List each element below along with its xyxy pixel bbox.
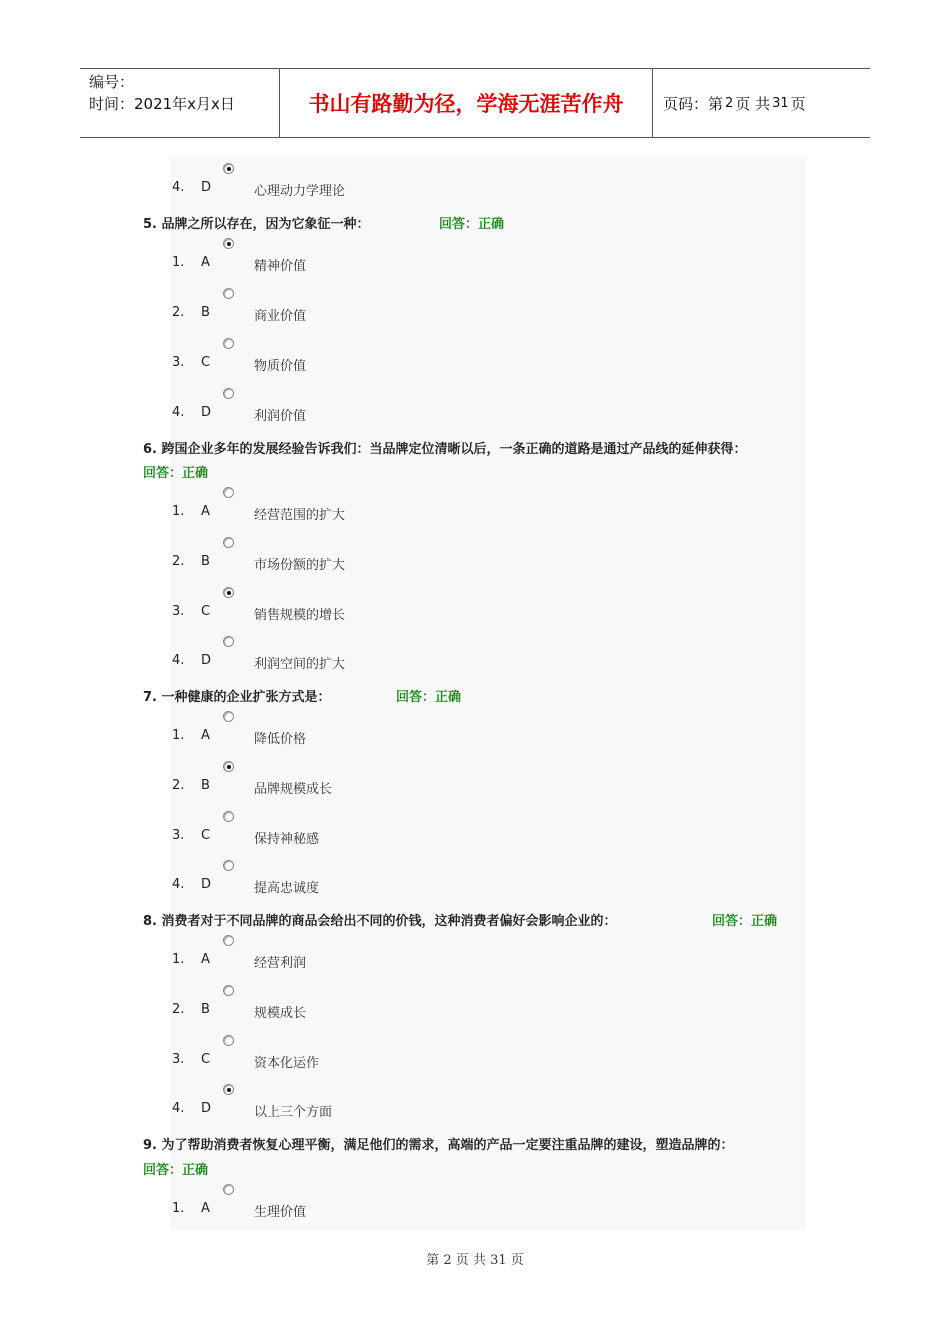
option-letter: D bbox=[201, 877, 212, 892]
option-text: 销售规模的增长 bbox=[254, 608, 346, 623]
option-number: 4. bbox=[172, 877, 185, 892]
footer-current: 2 bbox=[443, 1253, 452, 1268]
option-letter: D bbox=[201, 653, 212, 668]
option-text: 经营利润 bbox=[254, 956, 307, 971]
option-letter: C bbox=[201, 604, 211, 619]
option-number: 2. bbox=[172, 305, 185, 320]
option-letter: A bbox=[201, 728, 210, 743]
option-number: 2. bbox=[172, 554, 185, 569]
radio-q4-d[interactable] bbox=[223, 163, 234, 174]
answer-status-q9: 回答：正确 bbox=[143, 1163, 209, 1178]
radio-q7-d[interactable] bbox=[223, 860, 234, 871]
answer-status-q5: 回答：正确 bbox=[439, 217, 505, 232]
radio-q5-b[interactable] bbox=[223, 288, 234, 299]
page-prefix: 页码：第 bbox=[663, 94, 724, 113]
option-number: 1. bbox=[172, 1201, 185, 1216]
page-suffix: 页 bbox=[790, 94, 806, 113]
option-letter: C bbox=[201, 828, 211, 843]
radio-q8-c[interactable] bbox=[223, 1035, 234, 1046]
option-text: 保持神秘感 bbox=[254, 832, 320, 847]
page-current: 2 bbox=[725, 95, 734, 111]
radio-q9-a[interactable] bbox=[223, 1184, 234, 1195]
option-text: 物质价值 bbox=[254, 359, 307, 374]
option-letter: B bbox=[201, 305, 210, 320]
option-number: 2. bbox=[172, 778, 185, 793]
question-5-stem: 5. 品牌之所以存在，因为它象征一种： bbox=[143, 217, 370, 232]
footer-prefix: 第 bbox=[426, 1253, 440, 1268]
option-number: 3. bbox=[172, 604, 185, 619]
option-letter: A bbox=[201, 255, 210, 270]
question-9-stem: 9. 为了帮助消费者恢复心理平衡，满足他们的需求，高端的产品一定要注重品牌的建设，塑造品牌的： bbox=[143, 1138, 734, 1153]
option-text: 利润空间的扩大 bbox=[254, 657, 346, 672]
option-number: 4. bbox=[172, 653, 185, 668]
option-letter: D bbox=[201, 180, 212, 195]
radio-q7-b[interactable] bbox=[223, 761, 234, 772]
option-letter: A bbox=[201, 1201, 210, 1216]
page-mid: 页 共 bbox=[735, 94, 771, 113]
answer-status-q6: 回答：正确 bbox=[143, 466, 209, 481]
header-motto: 书山有路勤为径，学海无涯苦作舟 bbox=[280, 69, 653, 137]
footer-total: 31 bbox=[490, 1253, 507, 1268]
option-text: 利润价值 bbox=[254, 409, 307, 424]
option-text: 提高忠诚度 bbox=[254, 881, 320, 896]
option-number: 3. bbox=[172, 355, 185, 370]
option-number: 1. bbox=[172, 255, 185, 270]
option-number: 1. bbox=[172, 952, 185, 967]
page-total: 31 bbox=[772, 95, 789, 111]
radio-q5-d[interactable] bbox=[223, 388, 234, 399]
option-letter: B bbox=[201, 778, 210, 793]
option-text: 经营范围的扩大 bbox=[254, 508, 346, 523]
page-header bbox=[80, 68, 870, 138]
radio-q7-a[interactable] bbox=[223, 711, 234, 722]
option-text: 心理动力学理论 bbox=[254, 184, 346, 199]
option-text: 以上三个方面 bbox=[254, 1105, 333, 1120]
option-text: 降低价格 bbox=[254, 732, 307, 747]
option-letter: D bbox=[201, 1101, 212, 1116]
question-7-stem: 7. 一种健康的企业扩张方式是： bbox=[143, 690, 331, 705]
option-number: 2. bbox=[172, 1002, 185, 1017]
option-text: 生理价值 bbox=[254, 1205, 307, 1220]
option-text: 品牌规模成长 bbox=[254, 782, 333, 797]
option-number: 1. bbox=[172, 728, 185, 743]
header-meta bbox=[80, 69, 280, 137]
option-letter: A bbox=[201, 504, 210, 519]
footer-suffix: 页 bbox=[510, 1253, 524, 1268]
time-label: 时间：2021年x月x日 bbox=[89, 95, 235, 113]
radio-q8-d[interactable] bbox=[223, 1084, 234, 1095]
radio-q6-c[interactable] bbox=[223, 587, 234, 598]
question-6-stem: 6. 跨国企业多年的发展经验告诉我们：当品牌定位清晰以后，一条正确的道路是通过产品线的延伸获得： bbox=[143, 442, 747, 457]
option-letter: B bbox=[201, 554, 210, 569]
answer-status-q8: 回答：正确 bbox=[712, 914, 778, 929]
option-number: 4. bbox=[172, 180, 185, 195]
option-number: 1. bbox=[172, 504, 185, 519]
option-text: 精神价值 bbox=[254, 259, 307, 274]
radio-q8-a[interactable] bbox=[223, 935, 234, 946]
header-page-info bbox=[653, 69, 870, 137]
option-number: 4. bbox=[172, 405, 185, 420]
option-text: 规模成长 bbox=[254, 1006, 307, 1021]
radio-q8-b[interactable] bbox=[223, 985, 234, 996]
option-number: 3. bbox=[172, 1052, 185, 1067]
option-text: 市场份额的扩大 bbox=[254, 558, 346, 573]
radio-q5-c[interactable] bbox=[223, 338, 234, 349]
option-letter: C bbox=[201, 355, 211, 370]
option-letter: D bbox=[201, 405, 212, 420]
option-letter: C bbox=[201, 1052, 211, 1067]
radio-q6-b[interactable] bbox=[223, 537, 234, 548]
option-letter: A bbox=[201, 952, 210, 967]
page-footer bbox=[0, 1249, 950, 1268]
option-number: 3. bbox=[172, 828, 185, 843]
option-text: 商业价值 bbox=[254, 309, 307, 324]
radio-q7-c[interactable] bbox=[223, 811, 234, 822]
question-8-stem: 8. 消费者对于不同品牌的商品会给出不同的价钱，这种消费者偏好会影响企业的： bbox=[143, 914, 617, 929]
option-text: 资本化运作 bbox=[254, 1056, 320, 1071]
radio-q5-a[interactable] bbox=[223, 238, 234, 249]
footer-mid: 页 共 bbox=[455, 1253, 486, 1268]
option-number: 4. bbox=[172, 1101, 185, 1116]
number-label: 编号： bbox=[89, 73, 135, 91]
radio-q6-d[interactable] bbox=[223, 636, 234, 647]
radio-q6-a[interactable] bbox=[223, 487, 234, 498]
answer-status-q7: 回答：正确 bbox=[396, 690, 462, 705]
option-letter: B bbox=[201, 1002, 210, 1017]
